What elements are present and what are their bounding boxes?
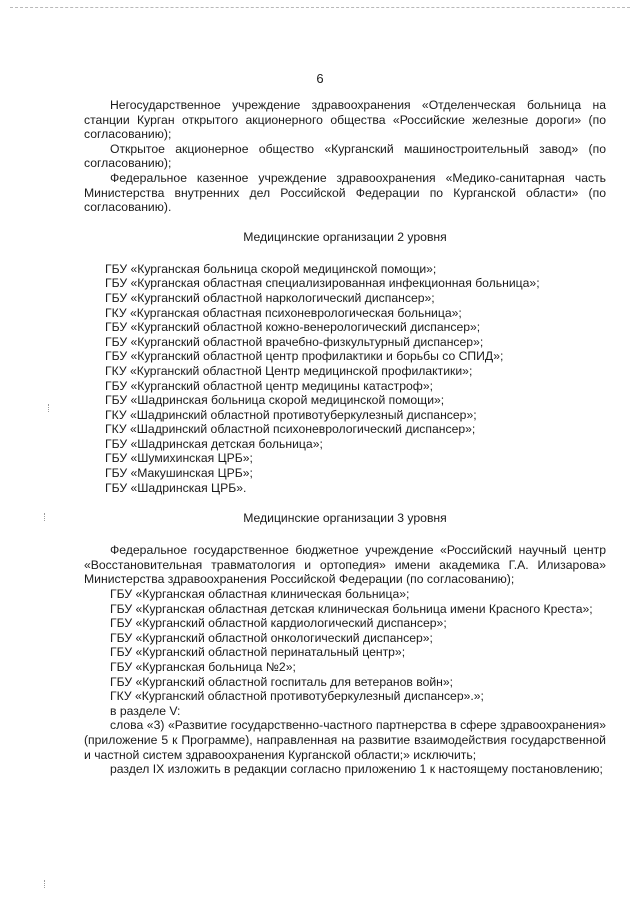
level2-item: ГБУ «Макушинская ЦРБ»; xyxy=(105,466,253,481)
intro-paragraph: Открытое акционерное общество «Курганский машиностроительный завод» (по согласованию); xyxy=(84,141,606,171)
level3-paragraph: ГБУ «Курганский областной госпиталь для ветеранов войн»; xyxy=(110,674,454,689)
level2-heading: Медицинские организации 2 уровня xyxy=(243,229,447,244)
level3-paragraph: ГБУ «Курганский областной онкологический диспансер»; xyxy=(110,630,433,645)
level3-paragraph: ГКУ «Курганский областной противотуберкулезный диспансер».»; xyxy=(110,689,484,704)
page-number: 6 xyxy=(316,71,324,86)
level3-paragraph: ГБУ «Курганский областной перинатальный центр»; xyxy=(110,645,406,660)
level3-paragraph: ГБУ «Курганский областной кардиологический диспансер»; xyxy=(110,616,447,631)
level3-paragraph: ГБУ «Курганская больница №2»; xyxy=(110,660,296,674)
level3-paragraph: ГБУ «Курганская областная детская клиническая больница имени Красного Креста»; xyxy=(110,601,593,616)
level2-item: ГБУ «Курганская областная специализированная инфекционная больница»; xyxy=(105,276,540,291)
level3-paragraph: ГБУ «Курганская областная клиническая больница»; xyxy=(110,587,410,602)
scan-margin-mark xyxy=(48,404,52,412)
level2-item: ГБУ «Курганская больница скорой медицинской помощи»; xyxy=(105,261,437,276)
level2-item: ГБУ «Курганский областной центр медицины катастроф»; xyxy=(105,378,433,393)
level2-item: ГБУ «Курганский областной кожно-венерологический диспансер»; xyxy=(105,320,481,335)
intro-paragraph: Федеральное казенное учреждение здравоохранения «Медико-санитарная часть Министерства внутренних дел Российской Федерации по Курганской области» (по согласованию). xyxy=(84,170,606,215)
scan-top-edge xyxy=(10,7,630,8)
level2-item: ГБУ «Шадринская ЦРБ». xyxy=(105,480,247,495)
level2-item: ГБУ «Курганский областной наркологический диспансер»; xyxy=(105,290,435,305)
level3-heading: Медицинские организации 3 уровня xyxy=(243,511,447,526)
level2-item: ГБУ «Шадринская больница скорой медицинской помощи»; xyxy=(105,393,445,408)
level2-item: ГКУ «Шадринский областной психоневрологический диспансер»; xyxy=(105,422,476,437)
level2-item: ГКУ «Шадринский областной противотуберкулезный диспансер»; xyxy=(105,407,477,422)
level2-item: ГБУ «Шумихинская ЦРБ»; xyxy=(105,451,253,466)
document-body xyxy=(84,98,606,777)
level2-item: ГКУ «Курганский областной Центр медицинской профилактики»; xyxy=(105,363,473,378)
scan-margin-mark xyxy=(44,513,48,521)
level2-list xyxy=(84,262,606,496)
level3-paragraph: раздел IX изложить в редакции согласно приложению 1 к настоящему постановлению; xyxy=(110,762,603,777)
level3-paragraph: в разделе V: xyxy=(110,703,181,718)
level3-paragraph: Федеральное государственное бюджетное учреждение «Российский научный центр «Восстановительная травматология и ортопедия» имени академика Г.А. Илизарова» Министерства здравоохранения Российской Федерации (по согласованию); xyxy=(84,543,606,587)
level2-item: ГБУ «Курганский областной центр профилактики и борьбы со СПИД»; xyxy=(105,349,504,364)
level2-item: ГБУ «Курганский областной врачебно-физкультурный диспансер»; xyxy=(105,334,484,349)
intro-paragraph: Негосударственное учреждение здравоохранения «Отделенческая больница на станции Курган открытого акционерного общества «Российские железные дороги» (по согласованию); xyxy=(84,98,606,142)
level3-paragraph: слова «3) «Развитие государственно-частного партнерства в сфере здравоохранения» (приложение 5 к Программе), направленная на развитие взаимодействия государственной и частной систем здравоохранения Курганской области;» исключить; xyxy=(84,718,606,762)
scan-margin-mark xyxy=(44,880,48,888)
level2-item: ГБУ «Шадринская детская больница»; xyxy=(105,436,323,451)
level2-item: ГКУ «Курганская областная психоневрологическая больница»; xyxy=(105,305,462,320)
